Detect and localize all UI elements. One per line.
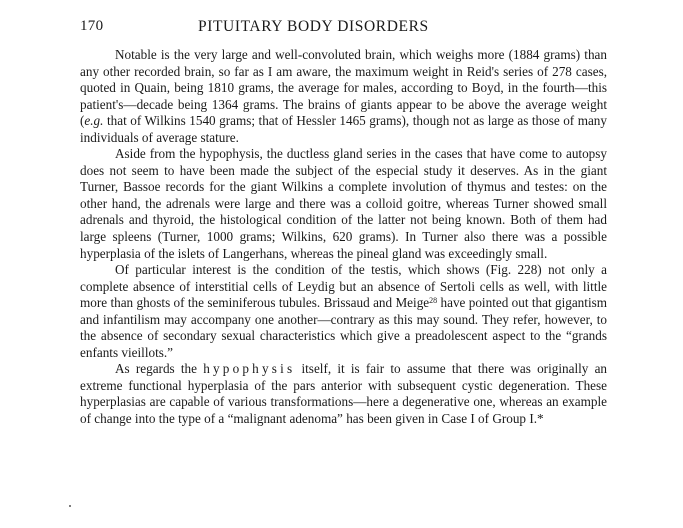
paragraph-ductless-glands bbox=[80, 146, 607, 262]
paragraph-testis bbox=[80, 262, 607, 361]
body-text bbox=[80, 47, 607, 428]
paragraph-text: Notable is the very large and well-convoluted brain, which weighs more (1884 grams) than any other recorded brain, so far as I am aware, the maximum weight in Reid's series of 278 cases, quoted in Quain, being 1810 grams, the average for males, according to Boyd, in the fourth—this patient's—decade being 1364 grams. The brains of giants appear to be above the average weight ( bbox=[80, 47, 607, 129]
paragraph-text: that of Wilkins 1540 grams; that of Hessler 1465 grams), though not as large as those of many individuals of average stature. bbox=[80, 113, 607, 145]
paragraph-text: itself, it is fair to assume that there was originally an extreme functional hyperplasia of the pars anterior with subsequent cystic degeneration. These hyperplasias are capable of various transformations—here a degenerative one, whereas an example of change into the type of a “malignant adenoma” has been given in Case I of Group I.* bbox=[80, 361, 608, 427]
paragraph-hypophysis bbox=[80, 361, 607, 427]
page-number: 170 bbox=[80, 18, 104, 34]
paragraph-text: Aside from the hypophysis, the ductless gland series in the cases that have come to autopsy does not seem to have been made the subject of the especial study it deserves. As in the giant Turner, Bassoe records for the giant Wilkins a complete involution of thymus and testes: on the other hand, the adrenals were large and there was a colloid goitre, whereas Turner showed small adrenals and thyroid, the histological condition of the latter not being known. Both of them had large spleens (Turner, 1000 grams; Wilkins, 620 grams). In Turner also there was a possible hyperplasia of the islets of Langerhans, whereas the pineal gland was exceedingly small. bbox=[80, 146, 607, 261]
paragraph-text: have pointed out that gigantism and infantilism may accompany one another—contrary as this may sound. They refer, however, to the absence of secondary sexual characteristics which give a preadolescent aspect to the “grands enfants vieillots.” bbox=[80, 295, 607, 360]
footnote-reference: 28 bbox=[429, 296, 438, 306]
running-title: PITUITARY BODY DISORDERS bbox=[198, 18, 429, 35]
paragraph-text: As regards the bbox=[115, 361, 204, 377]
print-speck bbox=[69, 505, 71, 507]
italic-abbreviation: e.g. bbox=[84, 113, 104, 129]
letterspaced-word: hypophysis bbox=[203, 361, 296, 377]
paragraph-brain-weight bbox=[80, 47, 607, 146]
paragraph-text: Of particular interest is the condition of the testis, which shows (Fig. 228) not only a complete absence of interstitial cells of Leydig but an absence of Sertoli cells as well, with little more than ghosts of the seminiferous tubules. Brissaud and Meige bbox=[80, 262, 607, 311]
running-head bbox=[80, 18, 600, 38]
